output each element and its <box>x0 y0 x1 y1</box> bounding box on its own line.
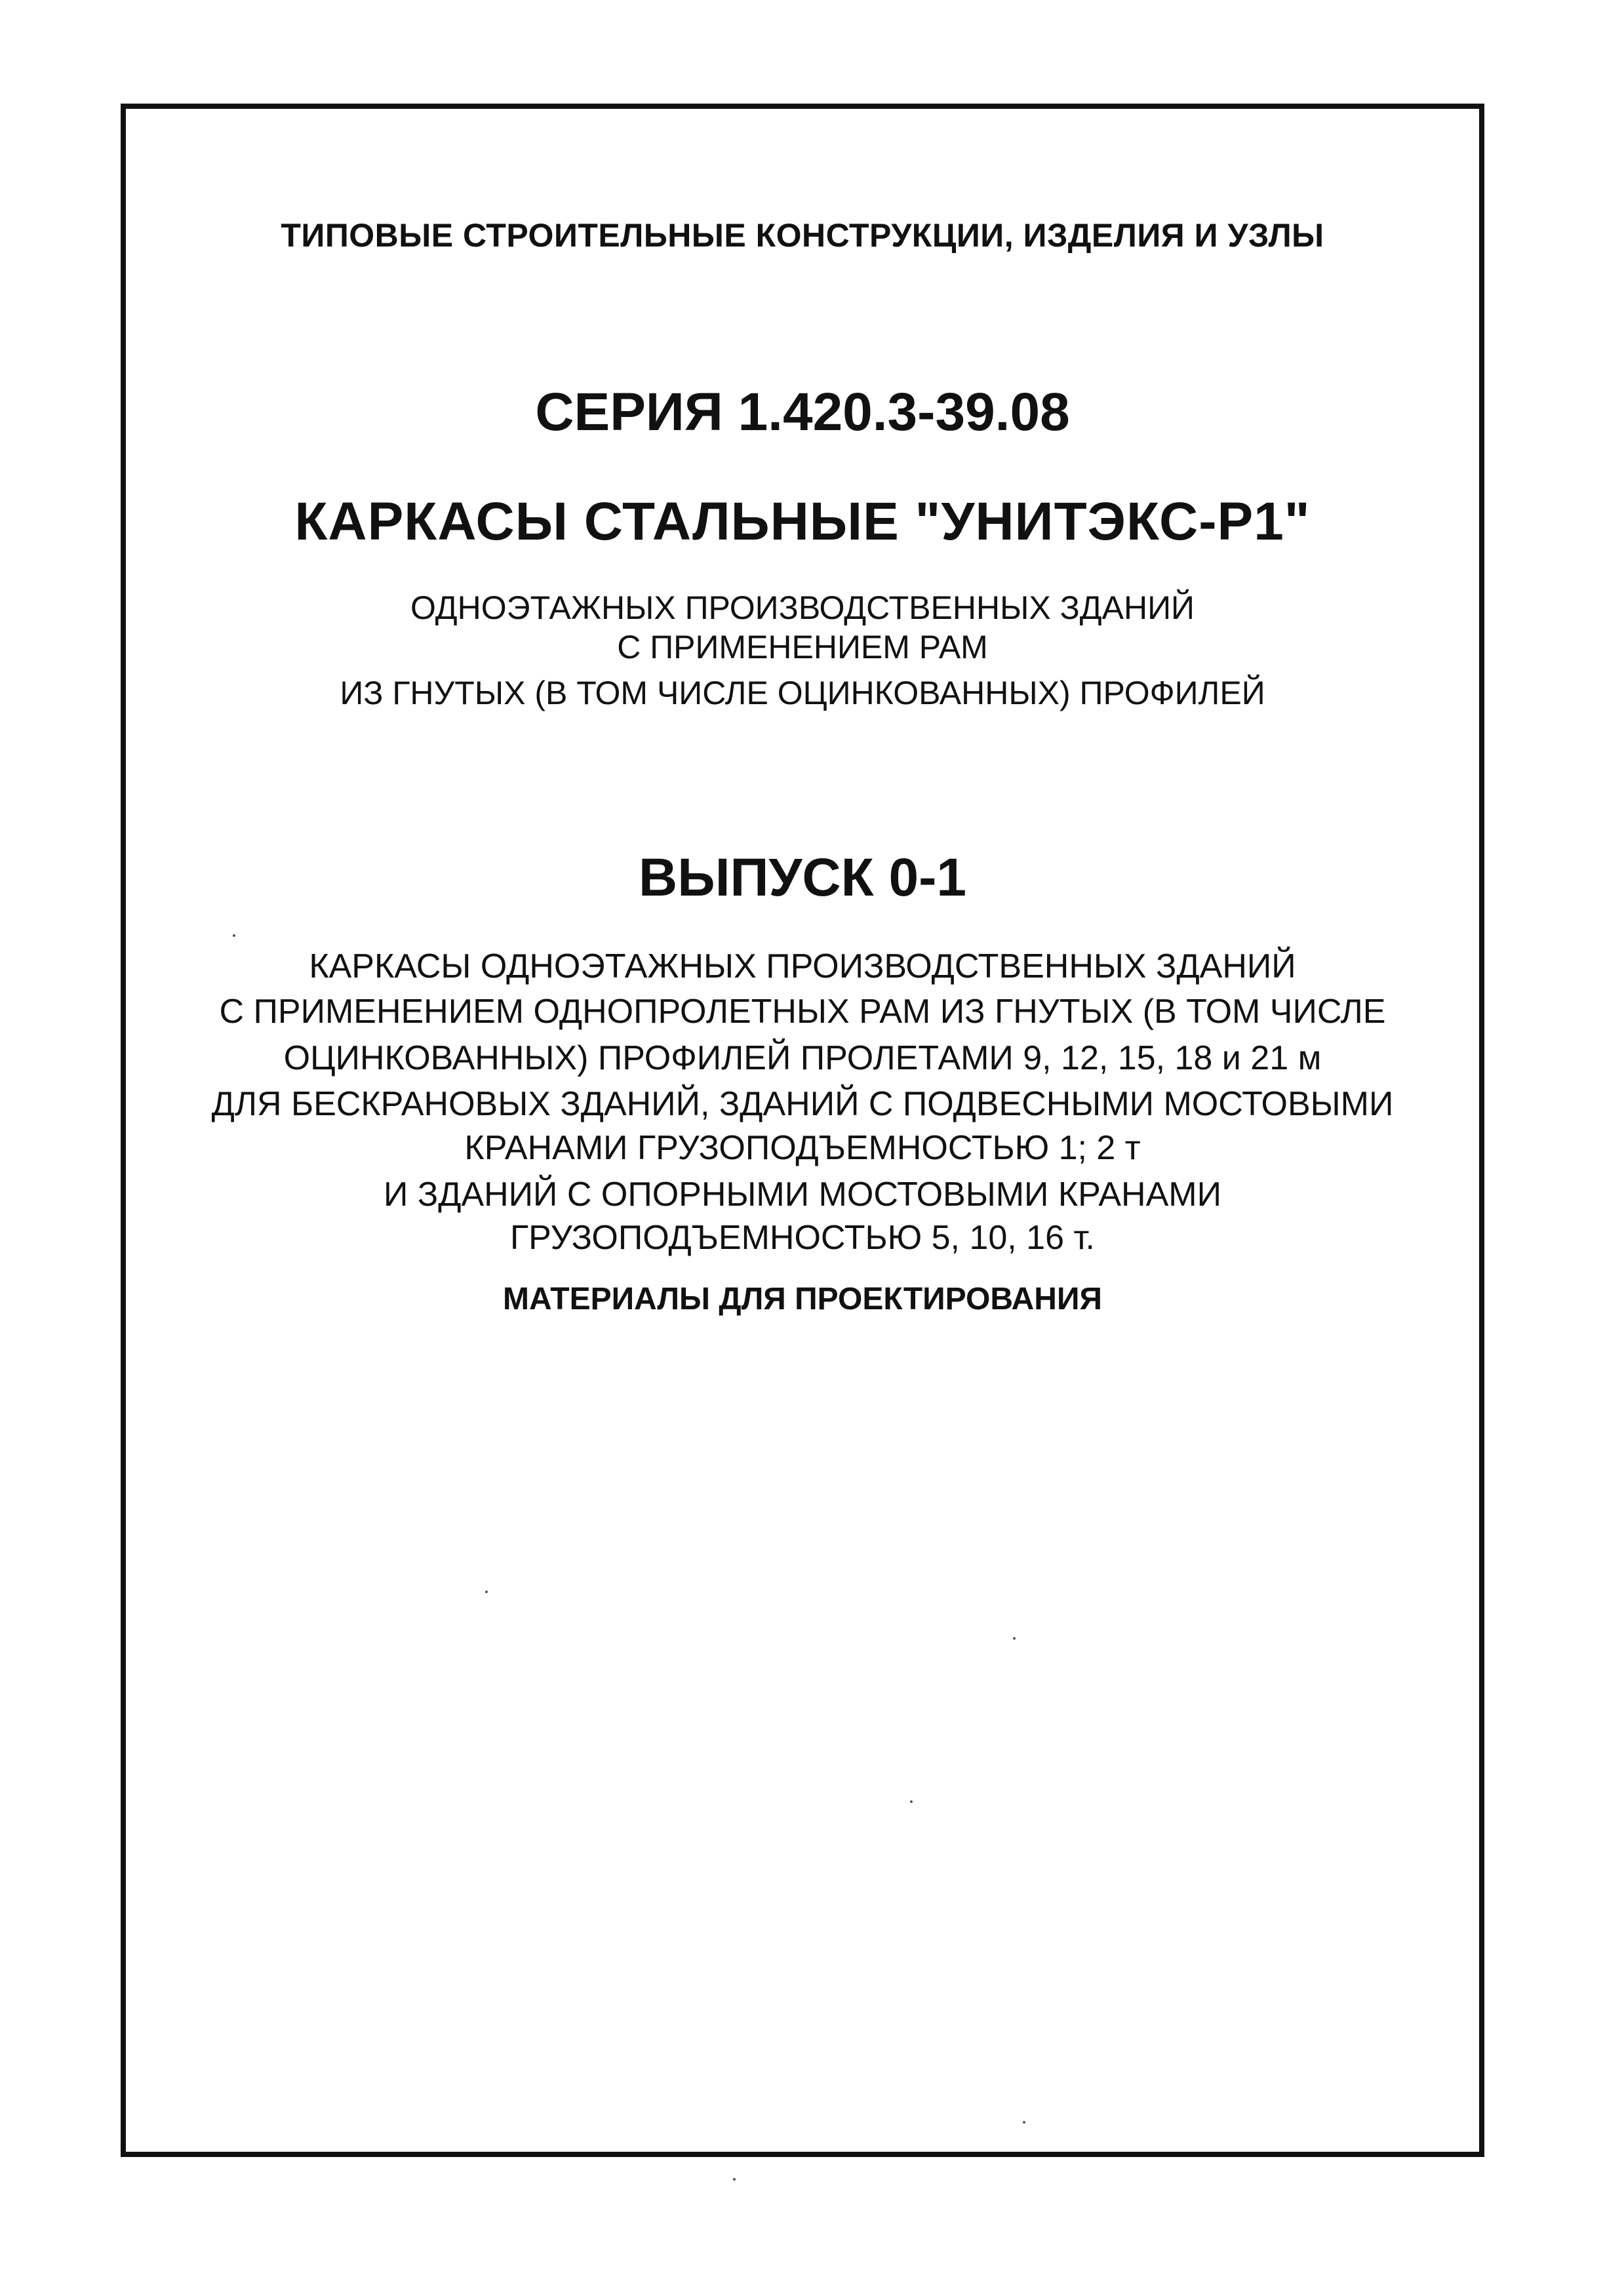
issue-number: ВЫПУСК 0-1 <box>638 848 966 907</box>
description-line: КАРКАСЫ ОДНОЭТАЖНЫХ ПРОИЗВОДСТВЕННЫХ ЗДАНИЙ <box>309 947 1296 985</box>
scan-speck <box>1023 2121 1025 2124</box>
scan-speck <box>1013 1637 1016 1640</box>
scan-speck <box>485 1591 488 1593</box>
subtitle-line: ИЗ ГНУТЫХ (В ТОМ ЧИСЛЕ ОЦИНКОВАННЫХ) ПРОФИЛЕЙ <box>340 675 1265 711</box>
subtitle-line: ОДНОЭТАЖНЫХ ПРОИЗВОДСТВЕННЫХ ЗДАНИЙ <box>410 589 1195 626</box>
scan-speck <box>233 934 235 937</box>
materials-caption: МАТЕРИАЛЫ ДЛЯ ПРОЕКТИРОВАНИЯ <box>503 1282 1102 1316</box>
document-title: КАРКАСЫ СТАЛЬНЫЕ "УНИТЭКС-Р1" <box>294 492 1311 551</box>
description-line: ОЦИНКОВАННЫХ) ПРОФИЛЕЙ ПРОЛЕТАМИ 9, 12, 15, 18 и 21 м <box>283 1039 1322 1077</box>
description-line: ДЛЯ БЕСКРАНОВЫХ ЗДАНИЙ, ЗДАНИЙ С ПОДВЕСНЫМИ МОСТОВЫМИ <box>211 1085 1394 1123</box>
scan-speck <box>733 2178 736 2181</box>
scan-speck <box>910 1800 913 1803</box>
description-line: ГРУЗОПОДЪЕМНОСТЬЮ 5, 10, 16 т. <box>510 1219 1095 1257</box>
description-line: С ПРИМЕНЕНИЕМ ОДНОПРОЛЕТНЫХ РАМ ИЗ ГНУТЫХ (В ТОМ ЧИСЛЕ <box>219 993 1386 1031</box>
description-line: КРАНАМИ ГРУЗОПОДЪЕМНОСТЬЮ 1; 2 т <box>464 1129 1141 1167</box>
document-header: ТИПОВЫЕ СТРОИТЕЛЬНЫЕ КОНСТРУКЦИИ, ИЗДЕЛИЯ И УЗЛЫ <box>281 217 1324 254</box>
subtitle-line: С ПРИМЕНЕНИЕМ РАМ <box>617 629 988 665</box>
description-line: И ЗДАНИЙ С ОПОРНЫМИ МОСТОВЫМИ КРАНАМИ <box>384 1176 1221 1214</box>
series-number: СЕРИЯ 1.420.3-39.08 <box>535 382 1070 442</box>
